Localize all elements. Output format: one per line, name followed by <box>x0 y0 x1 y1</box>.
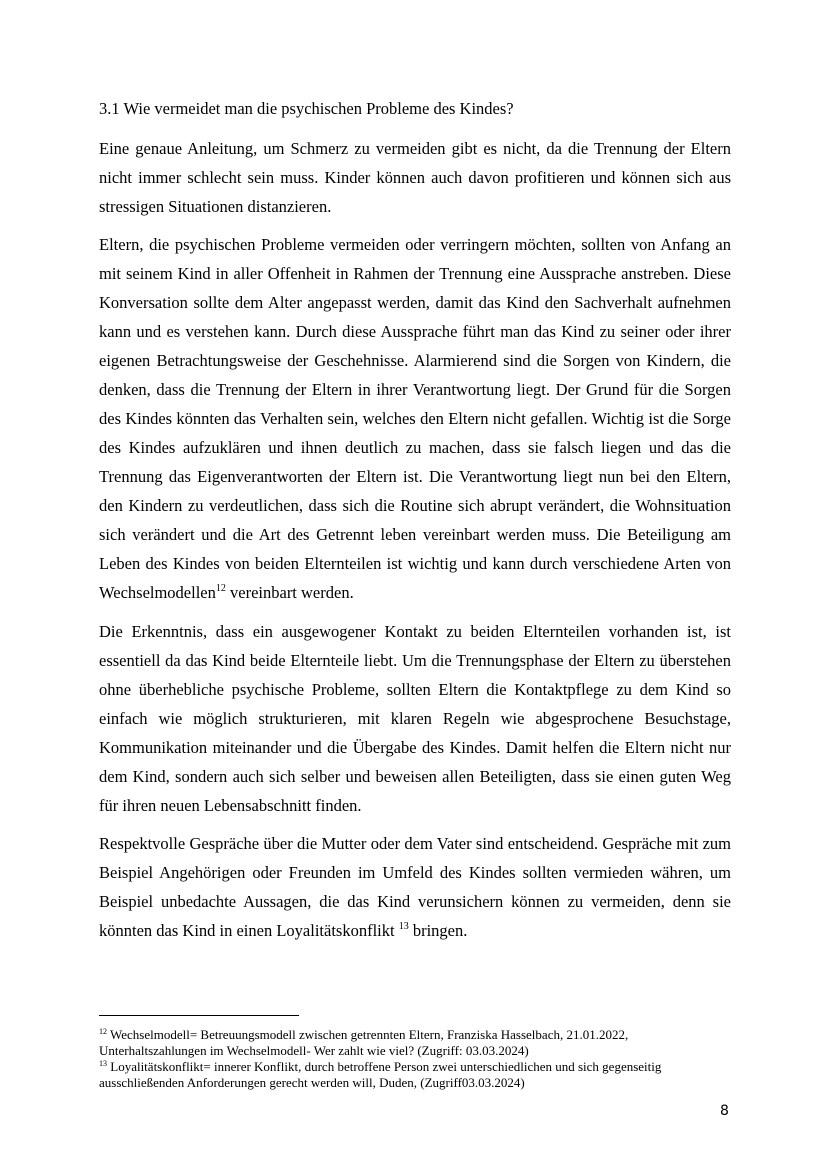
paragraph-line: kann und es verstehen kann. Durch diese Aussprache führt man das Kind zu seiner oder ihrer <box>99 322 731 341</box>
paragraph-line: dem Kind, sondern auch sich selber und beweisen allen Beteiligten, dass sie einen guten Weg <box>99 767 731 786</box>
inline-text: Wechselmodellen <box>99 583 216 602</box>
footnote-text: Loyalitätskonflikt= innerer Konflikt, durch betroffene Person zwei unterschiedlichen und sich gegenseitig <box>107 1059 662 1074</box>
paragraph-line: Kommunikation miteinander und die Übergabe des Kindes. Damit helfen die Eltern nicht nur <box>99 738 731 757</box>
paragraph-2 <box>99 230 731 607</box>
footnote-ref-13[interactable]: 13 <box>398 921 409 932</box>
paragraph-line: Beispiel Angehörigen oder Freunden im Umfeld des Kindes sollten vermieden währen, um <box>99 863 731 882</box>
paragraph-1 <box>99 134 731 221</box>
page-number: 8 <box>720 1103 729 1119</box>
footnote-line: ausschließenden Anforderungen gerecht werden will, Duden, (Zugriff03.03.2024) <box>99 1075 525 1090</box>
paragraph-line: eigenen Betrachtungsweise der Geschehnisse. Alarmierend sind die Sorgen von Kindern, die <box>99 351 731 370</box>
footnote-line <box>99 1027 739 1043</box>
inline-text: vereinbart werden. <box>225 583 354 602</box>
paragraph-line: Die Erkenntnis, dass ein ausgewogener Kontakt zu beiden Elternteilen vorhanden ist, ist <box>99 622 731 641</box>
paragraph-line: Beispiel unbedachte Aussagen, die das Kind verunsichern können zu vermeiden, denn sie <box>99 892 731 911</box>
footnote-line <box>99 1059 739 1075</box>
paragraph-line: Eltern, die psychischen Probleme vermeiden oder verringern möchten, sollten von Anfang an <box>99 235 731 254</box>
footnote-separator <box>99 1015 299 1016</box>
paragraph-line: Konversation sollte dem Alter angepasst werden, damit das Kind den Sachverhalt aufnehmen <box>99 293 731 312</box>
inline-text: könnten das Kind in einen Loyalitätskonflikt <box>99 921 399 940</box>
footnote-number: 13 <box>99 1059 107 1068</box>
inline-text: bringen. <box>408 921 468 940</box>
paragraph-3 <box>99 617 731 820</box>
paragraph-line: Respektvolle Gespräche über die Mutter oder dem Vater sind entscheidend. Gespräche mit zum <box>99 834 731 853</box>
paragraph-line: den Kindern zu verdeutlichen, dass sich die Routine sich abrupt verändert, die Wohnsituation <box>99 496 731 515</box>
paragraph-line: einfach wie möglich strukturieren, mit klaren Regeln wie abgesprochene Besuchstage, <box>99 709 731 728</box>
section-heading: 3.1 Wie vermeidet man die psychischen Probleme des Kindes? <box>99 99 514 118</box>
paragraph-line: Leben des Kindes von beiden Elternteilen ist wichtig und kann durch verschiedene Arten von <box>99 554 731 573</box>
paragraph-line: des Kindes könnten das Verhalten sein, welches den Eltern nicht gefallen. Wichtig ist die Sorge <box>99 409 731 428</box>
paragraph-line: ohne überhebliche psychische Probleme, sollten Eltern die Kontaktpflege zu dem Kind so <box>99 680 731 699</box>
paragraph-line: denken, dass die Trennung der Eltern in ihrer Verantwortung liegt. Der Grund für die Sorgen <box>99 380 731 399</box>
paragraph-line: essentiell da das Kind beide Elternteile liebt. Um die Trennungsphase der Eltern zu überstehen <box>99 651 731 670</box>
paragraph-line: für ihren neuen Lebensabschnitt finden. <box>99 796 362 815</box>
paragraph-line: Eine genaue Anleitung, um Schmerz zu vermeiden gibt es nicht, da die Trennung der Eltern <box>99 139 731 158</box>
paragraph-line <box>99 578 731 607</box>
paragraph-line: des Kindes aufzuklären und ihnen deutlich zu machen, dass sie falsch liegen und das die <box>99 438 731 457</box>
footnote-number: 12 <box>99 1027 107 1036</box>
paragraph-line: mit seinem Kind in aller Offenheit in Rahmen der Trennung eine Aussprache anstreben. Diese <box>99 264 731 283</box>
paragraph-line: sich verändert und die Art des Getrennt leben vereinbart werden muss. Die Beteiligung am <box>99 525 731 544</box>
footnote-ref-12[interactable]: 12 <box>215 583 226 594</box>
footnote-13 <box>99 1059 739 1091</box>
paragraph-line: Trennung das Eigenverantworten der Eltern ist. Die Verantwortung liegt nun bei den Eltern, <box>99 467 731 486</box>
paragraph-line <box>99 916 731 945</box>
paragraph-line: nicht immer schlecht sein muss. Kinder können auch davon profitieren und können sich aus <box>99 168 731 187</box>
footnote-12 <box>99 1027 739 1059</box>
footnote-text: Wechselmodell= Betreuungsmodell zwischen getrennten Eltern, Franziska Hasselbach, 21.01.2022, <box>107 1027 629 1042</box>
paragraph-4 <box>99 829 731 945</box>
paragraph-line: stressigen Situationen distanzieren. <box>99 197 332 216</box>
footnote-line: Unterhaltszahlungen im Wechselmodell- Wer zahlt wie viel? (Zugriff: 03.03.2024) <box>99 1043 529 1058</box>
